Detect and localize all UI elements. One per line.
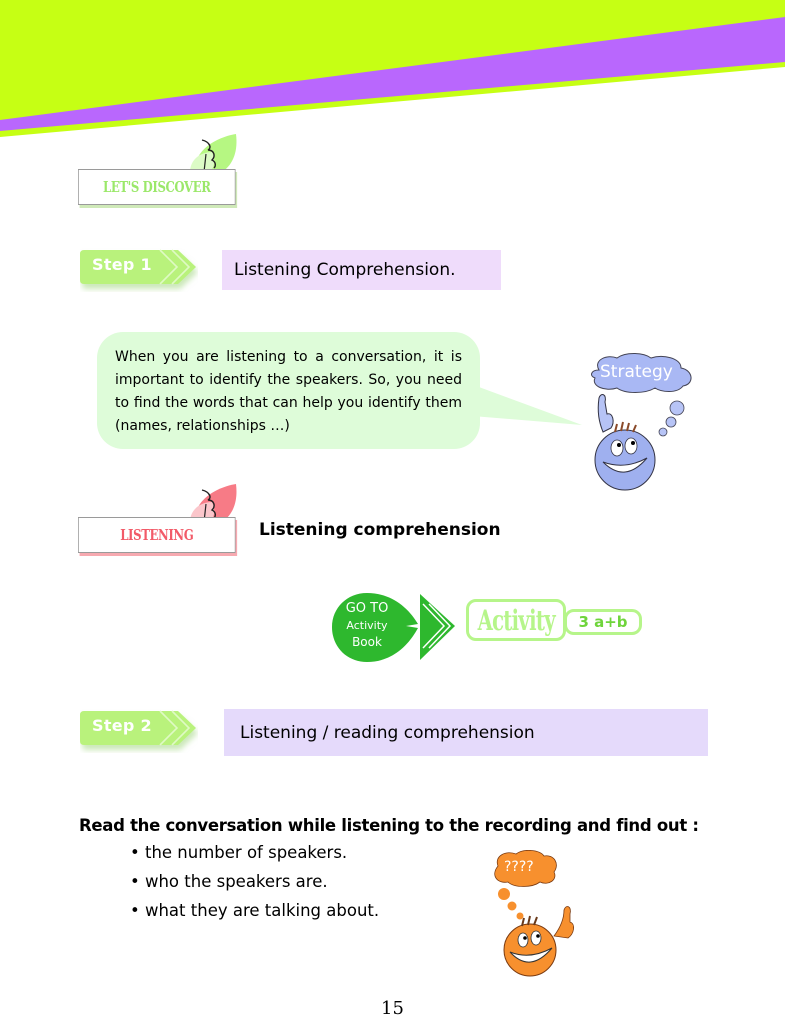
pink-leaf-icon bbox=[182, 482, 238, 522]
bullet-text: what they are talking about. bbox=[144, 901, 380, 920]
listening-label: LISTENING bbox=[120, 526, 194, 544]
page-number: 15 bbox=[381, 998, 404, 1019]
instructions-bullets bbox=[130, 843, 379, 930]
step-2-label: Step 2 bbox=[92, 716, 152, 735]
step-1-label: Step 1 bbox=[92, 255, 152, 274]
bullet-item: • what they are talking about. bbox=[130, 901, 380, 920]
lets-discover-tag bbox=[78, 169, 236, 205]
strategy-bubble bbox=[97, 332, 480, 449]
activity-number-box bbox=[564, 609, 642, 635]
lets-discover-section bbox=[78, 132, 238, 208]
bullet-text: the number of speakers. bbox=[144, 843, 348, 862]
header-decoration bbox=[0, 0, 785, 140]
listening-section bbox=[78, 482, 238, 558]
step-1-title-box bbox=[222, 250, 501, 290]
green-leaf-icon bbox=[182, 132, 238, 172]
step-2-title-box bbox=[224, 709, 708, 756]
step-2-badge bbox=[80, 709, 192, 747]
bullet-item: • who the speakers are. bbox=[130, 872, 328, 891]
step-2-title: Listening / reading comprehension bbox=[240, 722, 535, 743]
go-to-text bbox=[336, 600, 398, 651]
strategy-text: When you are listening to a conversation, it is important to identify the speakers. So, you need to find the words that can help you identify them (names, relationships …) bbox=[115, 349, 462, 434]
listening-tag bbox=[78, 517, 236, 553]
strategy-mascot bbox=[585, 352, 700, 492]
go-to-line-1: GO TO bbox=[345, 601, 389, 616]
activity-number: 3 a+b bbox=[578, 613, 628, 631]
bullet-text: who the speakers are. bbox=[144, 872, 328, 891]
activity-label-box bbox=[466, 599, 566, 641]
go-to-line-3: Book bbox=[352, 635, 382, 649]
lets-discover-label: LET'S DISCOVER bbox=[102, 178, 211, 196]
question-mascot bbox=[490, 850, 585, 980]
question-mascot-label: ???? bbox=[504, 859, 534, 875]
bullet-item: • the number of speakers. bbox=[130, 843, 348, 862]
step-1-title: Listening Comprehension. bbox=[234, 260, 456, 280]
strategy-mascot-label: Strategy bbox=[600, 362, 673, 382]
step-1-badge bbox=[80, 248, 192, 286]
go-to-line-2: Activity bbox=[346, 619, 388, 632]
instructions-lead: Read the conversation while listening to the recording and find out : bbox=[79, 816, 699, 835]
activity-label: Activity bbox=[477, 603, 555, 637]
listening-heading: Listening comprehension bbox=[259, 520, 501, 540]
activity-book-link[interactable] bbox=[330, 590, 650, 665]
